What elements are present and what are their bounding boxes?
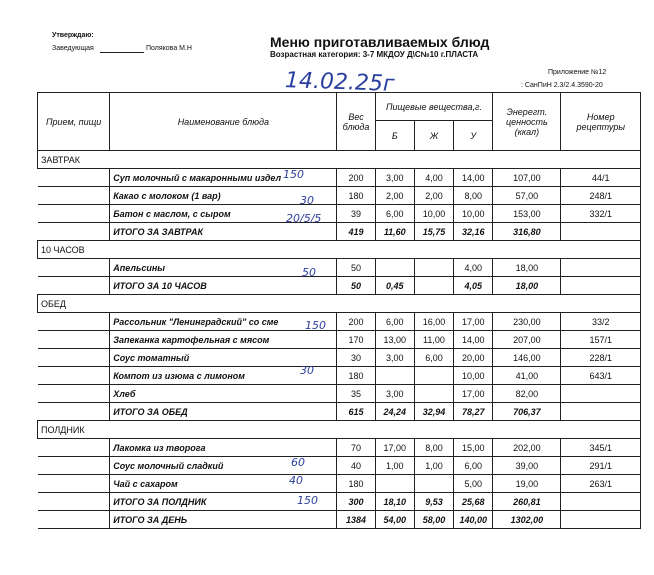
empty-cell bbox=[561, 151, 641, 169]
section-name: ОБЕД bbox=[38, 295, 110, 313]
recipe-cell: 248/1 bbox=[561, 187, 641, 205]
section-row bbox=[38, 151, 641, 169]
dish-name: Компот из изюма с лимоном bbox=[110, 367, 337, 385]
table-row bbox=[38, 187, 641, 205]
empty-cell bbox=[337, 241, 375, 259]
carbs-cell: 25,68 bbox=[454, 493, 493, 511]
recipe-cell: 228/1 bbox=[561, 349, 641, 367]
header-meal: Прием, пищи bbox=[38, 93, 110, 151]
total-row bbox=[38, 277, 641, 295]
empty-cell bbox=[561, 295, 641, 313]
weight-cell: 180 bbox=[337, 187, 375, 205]
weight-cell: 1384 bbox=[337, 511, 375, 529]
table-row bbox=[38, 313, 641, 331]
section-name: ПОЛДНИК bbox=[38, 421, 110, 439]
dish-name: Соус томатный bbox=[110, 349, 337, 367]
empty-cell bbox=[337, 421, 375, 439]
fat-cell: 1,00 bbox=[414, 457, 453, 475]
meal-cell bbox=[38, 223, 110, 241]
total-row bbox=[38, 493, 641, 511]
page-subtitle: Возрастная категория: 3-7 МКДОУ Д\С№10 г.ПЛАСТА bbox=[270, 50, 479, 59]
header-recipe: Номер рецептуры bbox=[561, 93, 641, 151]
recipe-cell: 643/1 bbox=[561, 367, 641, 385]
energy-cell: 1302,00 bbox=[493, 511, 561, 529]
weight-cell: 35 bbox=[337, 385, 375, 403]
dish-name: Хлеб bbox=[110, 385, 337, 403]
weight-cell: 200 bbox=[337, 313, 375, 331]
weight-cell: 30 bbox=[337, 349, 375, 367]
handwritten-note: 20/5/5 bbox=[286, 212, 322, 225]
empty-cell bbox=[493, 151, 561, 169]
empty-cell bbox=[110, 241, 337, 259]
energy-cell: 82,00 bbox=[493, 385, 561, 403]
carbs-cell: 8,00 bbox=[454, 187, 493, 205]
dish-name: Лакомка из творога bbox=[110, 439, 337, 457]
empty-cell bbox=[454, 151, 493, 169]
empty-cell bbox=[493, 295, 561, 313]
section-name: ЗАВТРАК bbox=[38, 151, 110, 169]
empty-cell bbox=[337, 295, 375, 313]
recipe-cell: 44/1 bbox=[561, 169, 641, 187]
weight-cell: 170 bbox=[337, 331, 375, 349]
energy-cell: 260,81 bbox=[493, 493, 561, 511]
meal-cell bbox=[38, 169, 110, 187]
approval-label: Утверждаю: bbox=[52, 32, 94, 39]
energy-cell: 18,00 bbox=[493, 277, 561, 295]
energy-cell: 153,00 bbox=[493, 205, 561, 223]
handwritten-note: 60 bbox=[291, 456, 305, 469]
handwritten-note: 40 bbox=[289, 474, 303, 487]
empty-cell bbox=[110, 421, 337, 439]
protein-cell bbox=[375, 259, 414, 277]
protein-cell: 3,00 bbox=[375, 349, 414, 367]
table-row bbox=[38, 205, 641, 223]
meal-cell bbox=[38, 475, 110, 493]
carbs-cell: 32,16 bbox=[454, 223, 493, 241]
header-u: У bbox=[454, 121, 493, 151]
recipe-cell: 332/1 bbox=[561, 205, 641, 223]
signature-line bbox=[100, 52, 144, 53]
weight-cell: 50 bbox=[337, 277, 375, 295]
dish-name: Запеканка картофельная с мясом bbox=[110, 331, 337, 349]
weight-cell: 180 bbox=[337, 475, 375, 493]
carbs-cell: 4,05 bbox=[454, 277, 493, 295]
empty-cell bbox=[414, 295, 453, 313]
recipe-cell bbox=[561, 511, 641, 529]
weight-cell: 40 bbox=[337, 457, 375, 475]
table-row bbox=[38, 385, 641, 403]
weight-cell: 180 bbox=[337, 367, 375, 385]
fat-cell: 58,00 bbox=[414, 511, 453, 529]
grand-total-row bbox=[38, 511, 641, 529]
fat-cell: 11,00 bbox=[414, 331, 453, 349]
fat-cell: 15,75 bbox=[414, 223, 453, 241]
carbs-cell: 140,00 bbox=[454, 511, 493, 529]
protein-cell bbox=[375, 475, 414, 493]
recipe-cell bbox=[561, 403, 641, 421]
empty-cell bbox=[414, 421, 453, 439]
carbs-cell: 4,00 bbox=[454, 259, 493, 277]
dish-name: Соус молочный сладкий bbox=[110, 457, 337, 475]
appendix-label: Приложение №12 bbox=[548, 69, 607, 76]
meal-cell bbox=[38, 493, 110, 511]
recipe-cell bbox=[561, 259, 641, 277]
total-label: ИТОГО ЗА ОБЕД bbox=[110, 403, 337, 421]
weight-cell: 200 bbox=[337, 169, 375, 187]
meal-cell bbox=[38, 439, 110, 457]
empty-cell bbox=[375, 295, 414, 313]
empty-cell bbox=[414, 241, 453, 259]
section-row bbox=[38, 421, 641, 439]
weight-cell: 39 bbox=[337, 205, 375, 223]
recipe-cell: 345/1 bbox=[561, 439, 641, 457]
dish-name: Батон с маслом, с сыром bbox=[110, 205, 337, 223]
protein-cell: 0,45 bbox=[375, 277, 414, 295]
total-label: ИТОГО ЗА 10 ЧАСОВ bbox=[110, 277, 337, 295]
energy-cell: 230,00 bbox=[493, 313, 561, 331]
carbs-cell: 5,00 bbox=[454, 475, 493, 493]
dish-name: Чай с сахаром bbox=[110, 475, 337, 493]
protein-cell: 54,00 bbox=[375, 511, 414, 529]
carbs-cell: 78,27 bbox=[454, 403, 493, 421]
empty-cell bbox=[493, 241, 561, 259]
fat-cell: 6,00 bbox=[414, 349, 453, 367]
fat-cell bbox=[414, 385, 453, 403]
empty-cell bbox=[110, 151, 337, 169]
dish-name: Апельсины bbox=[110, 259, 337, 277]
meal-cell bbox=[38, 403, 110, 421]
energy-cell: 41,00 bbox=[493, 367, 561, 385]
fat-cell: 32,94 bbox=[414, 403, 453, 421]
meal-cell bbox=[38, 385, 110, 403]
handwritten-note: 150 bbox=[305, 319, 326, 332]
table-row bbox=[38, 169, 641, 187]
energy-cell: 706,37 bbox=[493, 403, 561, 421]
protein-cell: 24,24 bbox=[375, 403, 414, 421]
carbs-cell: 6,00 bbox=[454, 457, 493, 475]
table-row bbox=[38, 367, 641, 385]
header-zh: Ж bbox=[414, 121, 453, 151]
empty-cell bbox=[414, 151, 453, 169]
empty-cell bbox=[561, 421, 641, 439]
carbs-cell: 17,00 bbox=[454, 385, 493, 403]
handwritten-note: 150 bbox=[297, 494, 318, 507]
protein-cell: 17,00 bbox=[375, 439, 414, 457]
recipe-cell bbox=[561, 277, 641, 295]
handwritten-date: 14.02.25г bbox=[284, 68, 395, 97]
table-row bbox=[38, 457, 641, 475]
energy-cell: 146,00 bbox=[493, 349, 561, 367]
meal-cell bbox=[38, 367, 110, 385]
sanpin-label: : СанПиН 2.3/2.4.3590-20 bbox=[521, 82, 603, 89]
meal-cell bbox=[38, 313, 110, 331]
grand-total-label: ИТОГО ЗА ДЕНЬ bbox=[110, 511, 337, 529]
recipe-cell bbox=[561, 385, 641, 403]
energy-cell: 316,80 bbox=[493, 223, 561, 241]
empty-cell bbox=[454, 421, 493, 439]
energy-cell: 18,00 bbox=[493, 259, 561, 277]
empty-cell bbox=[337, 151, 375, 169]
handwritten-note: 150 bbox=[283, 168, 304, 181]
energy-cell: 207,00 bbox=[493, 331, 561, 349]
weight-cell: 615 bbox=[337, 403, 375, 421]
empty-cell bbox=[454, 241, 493, 259]
section-row bbox=[38, 295, 641, 313]
dish-name: Суп молочный с макаронными издел bbox=[110, 169, 337, 187]
total-row bbox=[38, 223, 641, 241]
protein-cell: 18,10 bbox=[375, 493, 414, 511]
total-row bbox=[38, 403, 641, 421]
empty-cell bbox=[110, 295, 337, 313]
page-title: Меню приготавливаемых блюд bbox=[270, 34, 490, 50]
protein-cell: 3,00 bbox=[375, 385, 414, 403]
fat-cell bbox=[414, 259, 453, 277]
protein-cell: 3,00 bbox=[375, 169, 414, 187]
dish-name: Какао с молоком (1 вар) bbox=[110, 187, 337, 205]
fat-cell: 4,00 bbox=[414, 169, 453, 187]
fat-cell: 10,00 bbox=[414, 205, 453, 223]
fat-cell: 9,53 bbox=[414, 493, 453, 511]
handwritten-note: 50 bbox=[302, 266, 316, 279]
table-row bbox=[38, 331, 641, 349]
empty-cell bbox=[375, 421, 414, 439]
table-row bbox=[38, 259, 641, 277]
empty-cell bbox=[375, 151, 414, 169]
weight-cell: 50 bbox=[337, 259, 375, 277]
meal-cell bbox=[38, 511, 110, 529]
total-label: ИТОГО ЗА ЗАВТРАК bbox=[110, 223, 337, 241]
meal-cell bbox=[38, 187, 110, 205]
header-nutrients: Пищевые вещества,г. bbox=[375, 93, 493, 121]
meal-cell bbox=[38, 349, 110, 367]
header-weight: Вес блюда bbox=[337, 93, 375, 151]
table-row bbox=[38, 349, 641, 367]
header-dish: Наименование блюда bbox=[110, 93, 337, 151]
fat-cell bbox=[414, 475, 453, 493]
meal-cell bbox=[38, 205, 110, 223]
carbs-cell: 10,00 bbox=[454, 367, 493, 385]
recipe-cell: 291/1 bbox=[561, 457, 641, 475]
empty-cell bbox=[561, 241, 641, 259]
carbs-cell: 14,00 bbox=[454, 169, 493, 187]
recipe-cell: 157/1 bbox=[561, 331, 641, 349]
fat-cell: 16,00 bbox=[414, 313, 453, 331]
recipe-cell bbox=[561, 223, 641, 241]
energy-cell: 19,00 bbox=[493, 475, 561, 493]
protein-cell: 2,00 bbox=[375, 187, 414, 205]
meal-cell bbox=[38, 277, 110, 295]
energy-cell: 202,00 bbox=[493, 439, 561, 457]
approval-name: Полякова М.Н bbox=[146, 45, 192, 52]
handwritten-note: 30 bbox=[300, 194, 314, 207]
carbs-cell: 14,00 bbox=[454, 331, 493, 349]
dish-name: Рассольник "Ленинградский" со сме bbox=[110, 313, 337, 331]
table-row bbox=[38, 439, 641, 457]
weight-cell: 300 bbox=[337, 493, 375, 511]
carbs-cell: 10,00 bbox=[454, 205, 493, 223]
carbs-cell: 20,00 bbox=[454, 349, 493, 367]
menu-body bbox=[38, 151, 641, 529]
protein-cell: 1,00 bbox=[375, 457, 414, 475]
meal-cell bbox=[38, 457, 110, 475]
weight-cell: 70 bbox=[337, 439, 375, 457]
approval-role: Заведующая bbox=[52, 45, 94, 52]
handwritten-note: 30 bbox=[300, 364, 314, 377]
table-row bbox=[38, 475, 641, 493]
carbs-cell: 15,00 bbox=[454, 439, 493, 457]
protein-cell bbox=[375, 367, 414, 385]
fat-cell bbox=[414, 367, 453, 385]
meal-cell bbox=[38, 331, 110, 349]
empty-cell bbox=[493, 421, 561, 439]
weight-cell: 419 bbox=[337, 223, 375, 241]
carbs-cell: 17,00 bbox=[454, 313, 493, 331]
total-label: ИТОГО ЗА ПОЛДНИК bbox=[110, 493, 337, 511]
protein-cell: 13,00 bbox=[375, 331, 414, 349]
fat-cell: 2,00 bbox=[414, 187, 453, 205]
empty-cell bbox=[454, 295, 493, 313]
section-name: 10 ЧАСОВ bbox=[38, 241, 110, 259]
protein-cell: 6,00 bbox=[375, 313, 414, 331]
energy-cell: 39,00 bbox=[493, 457, 561, 475]
menu-table bbox=[37, 92, 641, 529]
recipe-cell: 263/1 bbox=[561, 475, 641, 493]
header-energy: Энерегт. ценность (ккал) bbox=[493, 93, 561, 151]
recipe-cell bbox=[561, 493, 641, 511]
protein-cell: 11,60 bbox=[375, 223, 414, 241]
energy-cell: 107,00 bbox=[493, 169, 561, 187]
empty-cell bbox=[375, 241, 414, 259]
section-row bbox=[38, 241, 641, 259]
protein-cell: 6,00 bbox=[375, 205, 414, 223]
fat-cell: 8,00 bbox=[414, 439, 453, 457]
fat-cell bbox=[414, 277, 453, 295]
recipe-cell: 33/2 bbox=[561, 313, 641, 331]
header-b: Б bbox=[375, 121, 414, 151]
meal-cell bbox=[38, 259, 110, 277]
energy-cell: 57,00 bbox=[493, 187, 561, 205]
